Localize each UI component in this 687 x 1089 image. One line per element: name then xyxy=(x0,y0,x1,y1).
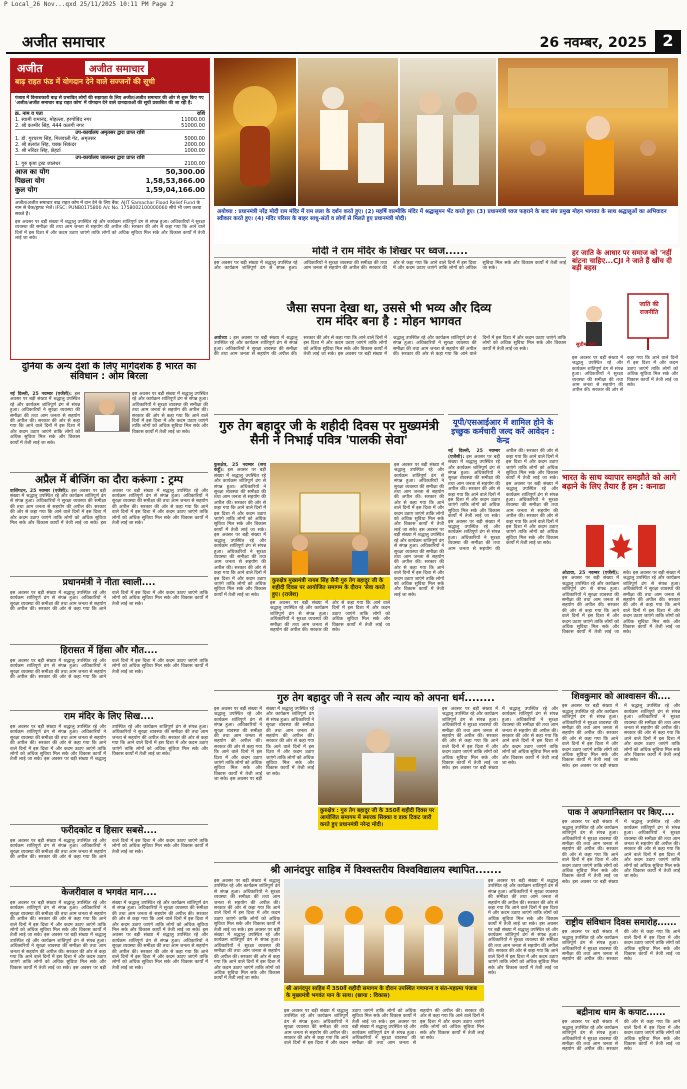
masthead xyxy=(6,30,681,54)
ayodhya-photo-1 xyxy=(214,58,296,206)
section-jalandhar: उप-कार्यालय जालन्धर द्वारा प्राप्त राशि xyxy=(15,154,205,161)
trump-headline: अप्रैल में बीजिंग का दौरा करूंगा : ट्रम्प xyxy=(35,474,183,486)
pakistan-headline: पाक ने अफगानिस्तान पर किए.... xyxy=(567,808,675,818)
donor-row: 3. श्री नरिंदर सिंह, छेहर्टा 1000.00 xyxy=(15,147,205,154)
birla-story xyxy=(10,362,208,470)
anandpur-body-right: इस अवसर पर बड़ी संख्या में श्रद्धालु उपस्थित रहे और कार्यक्रम शांतिपूर्ण ढंग से संपन्न हुआ। अधिकारियों ने सुरक्षा व्यवस्था की समीक्षा की तथा आम जनता से सहयोग की अपील की। सरकार की ओर से कहा गया कि आने वाले दिनों में इस दिशा में और कदम उठाए जाएंगे ताकि लोगों को अधिक सुविधा मिल सके और विकास कार्यों में तेजी लाई जा सके। इस अवसर पर बड़ी संख्या में श्रद्धालु उपस्थित रहे और कार्यक्रम शांतिपूर्ण ढंग से संपन्न हुआ। अधिकारियों ने सुरक्षा व्यवस्था की समीक्षा की तथा आम जनता से सहयोग की अपील की। सरकार की ओर से कहा गया कि आने वाले दिनों में इस दिशा में और कदम उठाए जाएंगे ताकि लोगों को अधिक सुविधा मिल सके और विकास कार्यों में तेजी लाई जा सके। xyxy=(488,879,558,976)
shivkumar-headline: शिवकुमार को आश्वासन की.... xyxy=(571,692,671,702)
himsa-headline: हिरासत में हिंसा और मौत.... xyxy=(60,646,158,656)
canada-body: ओटावा, 25 नवम्बर (एजेंसी): इस अवसर पर बड़ी संख्या में श्रद्धालु उपस्थित रहे और कार्यक्रम शांतिपूर्ण ढंग से संपन्न हुआ। अधिकारियों ने सुरक्षा व्यवस्था की समीक्षा की तथा आम जनता से सहयोग की अपील की। सरकार की ओर से कहा गया कि आने वाले दिनों में इस दिशा में और कदम उठाए जाएंगे ताकि लोगों को अधिक सुविधा मिल सके और विकास कार्यों में तेजी लाई जा सके। इस अवसर पर बड़ी संख्या में श्रद्धालु उपस्थित रहे और कार्यक्रम शांतिपूर्ण ढंग से संपन्न हुआ। अधिकारियों ने सुरक्षा व्यवस्था की समीक्षा की तथा आम जनता से सहयोग की अपील की। सरकार की ओर से कहा गया कि आने वाले दिनों में इस दिशा में और कदम उठाए जाएंगे ताकि लोगों को अधिक सुविधा मिल सके और विकास कार्यों में तेजी लाई जा सके। xyxy=(562,571,680,636)
pakistan-story xyxy=(562,806,680,915)
birla-photo xyxy=(84,392,130,432)
pm-short-body: इस अवसर पर बड़ी संख्या में श्रद्धालु उपस्थित रहे और कार्यक्रम शांतिपूर्ण ढंग से संपन्न हुआ। अधिकारियों ने सुरक्षा व्यवस्था की समीक्षा की तथा आम जनता से सहयोग की अपील की। सरकार की ओर से कहा गया कि आने वाले दिनों में इस दिशा में और कदम उठाए जाएंगे ताकि लोगों को अधिक सुविधा मिल सके और विकास कार्यों में तेजी लाई जा सके। xyxy=(10,590,208,613)
anandpur-caption: श्री आनंदपुर साहिब में 350वें शहीदी समागम के दौरान उपस्थित गणमान्य व संत-महात्मा पंजाब के मुख्यमंत्री भगवंत मान के साथ। (छाया : विकास) xyxy=(284,985,484,1001)
canada-story xyxy=(562,470,680,687)
total-today: आज का योग 50,300.00 xyxy=(15,167,205,176)
faridkot-headline: फरीदकोट व हिसार सबसे.... xyxy=(60,826,158,836)
modi-body: अयोध्या : इस अवसर पर बड़ी संख्या में श्रद्धालु उपस्थित रहे और कार्यक्रम शांतिपूर्ण ढंग से संपन्न हुआ। अधिकारियों ने सुरक्षा व्यवस्था की समीक्षा की तथा आम जनता से सहयोग की अपील की। सरकार की ओर से कहा गया कि आने वाले दिनों में इस दिशा में और कदम उठाए जाएंगे ताकि लोगों को अधिक सुविधा मिल सके और विकास कार्यों में तेजी लाई जा सके। इस अवसर पर बड़ी संख्या में श्रद्धालु उपस्थित रहे और कार्यक्रम शांतिपूर्ण ढंग से संपन्न हुआ। अधिकारियों ने सुरक्षा व्यवस्था की समीक्षा की तथा आम जनता से सहयोग की अपील की। सरकार की ओर से कहा गया कि आने वाले दिनों में इस दिशा में और कदम उठाए जाएंगे ताकि लोगों को अधिक सुविधा मिल सके और विकास कार्यों में तेजी लाई जा सके। xyxy=(214,336,566,358)
himsa-body: इस अवसर पर बड़ी संख्या में श्रद्धालु उपस्थित रहे और कार्यक्रम शांतिपूर्ण ढंग से संपन्न हुआ। अधिकारियों ने सुरक्षा व्यवस्था की समीक्षा की तथा आम जनता से सहयोग की अपील की। सरकार की ओर से कहा गया कि आने वाले दिनों में इस दिशा में और कदम उठाए जाएंगे ताकि लोगों को अधिक सुविधा मिल सके और विकास कार्यों में तेजी लाई जा सके। xyxy=(10,658,208,681)
kejriwal-story xyxy=(10,886,208,1085)
ajit-samachar-logo: अजीत समाचार xyxy=(85,61,148,75)
canada-headline: भारत के साथ व्यापार समझौते को आगे बढ़ाने के लिए तैयार हैं हम : कनाडा xyxy=(562,473,677,491)
temple-procession-illustration xyxy=(498,58,678,206)
birla-headline: दुनिया के अन्य देशों के लिए मार्गदर्शक है भारत का संविधान : ओम बिरला xyxy=(21,362,197,383)
birla-body-left: नई दिल्ली, 25 नवम्बर (एजेंसी): इस अवसर पर बड़ी संख्या में श्रद्धालु उपस्थित रहे और कार्यक्रम शांतिपूर्ण ढंग से संपन्न हुआ। अधिकारियों ने सुरक्षा व्यवस्था की समीक्षा की तथा आम जनता से सहयोग की अपील की। सरकार की ओर से कहा गया कि आने वाले दिनों में इस दिशा में और कदम उठाए जाएंगे ताकि लोगों को अधिक सुविधा मिल सके और विकास कार्यों में तेजी लाई जा सके। xyxy=(10,392,80,446)
total-grand: कुल योग 1,59,04,166.00 xyxy=(15,185,205,194)
shivkumar-story xyxy=(562,690,680,805)
badrinath-headline: बद्रीनाथ धाम के कपाट...... xyxy=(576,1008,666,1018)
leaders-illustration xyxy=(400,58,496,206)
caste-story xyxy=(570,248,680,468)
palki-story xyxy=(214,414,444,687)
badrinath-story xyxy=(562,1006,680,1085)
samvidhan-story xyxy=(562,916,680,1005)
up-sir-headline: यूपी/एसआईआर में शामिल होने के इच्छुक कर्मचारी जल्द करें आवेदन : केन्द्र xyxy=(451,418,555,445)
caste-body: इस अवसर पर बड़ी संख्या में श्रद्धालु उपस्थित रहे और कार्यक्रम शांतिपूर्ण ढंग से संपन्न हुआ। अधिकारियों ने सुरक्षा व्यवस्था की समीक्षा की तथा आम जनता से सहयोग की अपील की। सरकार की ओर से कहा गया कि आने वाले दिनों में इस दिशा में और कदम उठाए जाएंगे ताकि लोगों को अधिक सुविधा मिल सके और विकास कार्यों में तेजी लाई जा सके। xyxy=(572,356,678,394)
donor-row: 2. श्री बलवंत सिंह, चक्क सिकंदर 2000.00 xyxy=(15,141,205,148)
badrinath-body: इस अवसर पर बड़ी संख्या में श्रद्धालु उपस्थित रहे और कार्यक्रम शांतिपूर्ण ढंग से संपन्न हुआ। अधिकारियों ने सुरक्षा व्यवस्था की समीक्षा की तथा आम जनता से सहयोग की अपील की। सरकार की ओर से कहा गया कि आने वाले दिनों में इस दिशा में और कदम उठाए जाएंगे ताकि लोगों को अधिक सुविधा मिल सके और विकास कार्यों में तेजी लाई जा सके। xyxy=(562,1020,680,1053)
palki-caption: कुरुक्षेत्र मुख्यमंत्री नायब सिंह सैनी गुरु तेग बहादुर जी के शहीदी दिवस पर आयोजित समागम के दौरान 'सेवा करते हुए। (राजेश) xyxy=(270,577,390,600)
palki-photo xyxy=(270,463,390,575)
caste-headline: हर जाति के आधार पर समाज को 'नहीं बांटना चाहिए...CJI ने जाते हैं खींच दी बड़ी बहस xyxy=(572,249,672,273)
flood-relief-intro: पंजाब में विनाशकारी बाढ़ से प्रभावित लोगों की सहायता के लिए अजीत/अजीत समाचार की ओर से शुरू किए गए 'अजीत/अजीत समाचार बाढ़ राहत कोष' में योगदान देने वाले दानदाताओं की सूची प्रकाशित की जा रही है: xyxy=(15,96,204,107)
donor-row: 1. गुरु कृपा ट्रस्ट जालंधर 2100.00 xyxy=(15,160,205,167)
satya-story xyxy=(214,690,558,861)
faridkot-body: इस अवसर पर बड़ी संख्या में श्रद्धालु उपस्थित रहे और कार्यक्रम शांतिपूर्ण ढंग से संपन्न हुआ। अधिकारियों ने सुरक्षा व्यवस्था की समीक्षा की तथा आम जनता से सहयोग की अपील की। सरकार की ओर से कहा गया कि आने वाले दिनों में इस दिशा में और कदम उठाए जाएंगे ताकि लोगों को अधिक सुविधा मिल सके और विकास कार्यों में तेजी लाई जा सके। xyxy=(10,838,208,861)
satya-body-left: इस अवसर पर बड़ी संख्या में श्रद्धालु उपस्थित रहे और कार्यक्रम शांतिपूर्ण ढंग से संपन्न हुआ। अधिकारियों ने सुरक्षा व्यवस्था की समीक्षा की तथा आम जनता से सहयोग की अपील की। सरकार की ओर से कहा गया कि आने वाले दिनों में इस दिशा में और कदम उठाए जाएंगे ताकि लोगों को अधिक सुविधा मिल सके और विकास कार्यों में तेजी लाई जा सके। इस अवसर पर बड़ी संख्या में श्रद्धालु उपस्थित रहे और कार्यक्रम शांतिपूर्ण ढंग से संपन्न हुआ। अधिकारियों ने सुरक्षा व्यवस्था की समीक्षा की तथा आम जनता से सहयोग की अपील की। सरकार की ओर से कहा गया कि आने वाले दिनों में इस दिशा में और कदम उठाए जाएंगे ताकि लोगों को अधिक सुविधा मिल सके और विकास कार्यों में तेजी लाई जा सके। xyxy=(214,707,314,783)
anandpur-body-left: इस अवसर पर बड़ी संख्या में श्रद्धालु उपस्थित रहे और कार्यक्रम शांतिपूर्ण ढंग से संपन्न हुआ। अधिकारियों ने सुरक्षा व्यवस्था की समीक्षा की तथा आम जनता से सहयोग की अपील की। सरकार की ओर से कहा गया कि आने वाले दिनों में इस दिशा में और कदम उठाए जाएंगे ताकि लोगों को अधिक सुविधा मिल सके और विकास कार्यों में तेजी लाई जा सके। इस अवसर पर बड़ी संख्या में श्रद्धालु उपस्थित रहे और कार्यक्रम शांतिपूर्ण ढंग से संपन्न हुआ। अधिकारियों ने सुरक्षा व्यवस्था की समीक्षा की तथा आम जनता से सहयोग की अपील की। सरकार की ओर से कहा गया कि आने वाले दिनों में इस दिशा में और कदम उठाए जाएंगे ताकि लोगों को अधिक सुविधा मिल सके और विकास कार्यों में तेजी लाई जा सके। xyxy=(214,879,280,982)
flood-relief-header xyxy=(11,59,209,93)
donor-row: 2. श्री कश्मीर सिंह, 444 कलगी नगर 51000.00 xyxy=(15,122,205,129)
modi-headline: जैसा सपना देखा था, उससे भी भव्य और दिव्य राम मंदिर बना है : मोहन भागवत xyxy=(286,301,492,329)
trump-story xyxy=(10,472,208,573)
anandpur-photo xyxy=(284,879,484,983)
himsa-story xyxy=(10,644,208,709)
shivkumar-body: इस अवसर पर बड़ी संख्या में श्रद्धालु उपस्थित रहे और कार्यक्रम शांतिपूर्ण ढंग से संपन्न हुआ। अधिकारियों ने सुरक्षा व्यवस्था की समीक्षा की तथा आम जनता से सहयोग की अपील की। सरकार की ओर से कहा गया कि आने वाले दिनों में इस दिशा में और कदम उठाए जाएंगे ताकि लोगों को अधिक सुविधा मिल सके और विकास कार्यों में तेजी लाई जा सके। इस अवसर पर बड़ी संख्या में श्रद्धालु उपस्थित रहे और कार्यक्रम शांतिपूर्ण ढंग से संपन्न हुआ। अधिकारियों ने सुरक्षा व्यवस्था की समीक्षा की तथा आम जनता से सहयोग की अपील की। सरकार की ओर से कहा गया कि आने वाले दिनों में इस दिशा में और कदम उठाए जाएंगे ताकि लोगों को अधिक सुविधा मिल सके और विकास कार्यों में तेजी लाई जा सके। xyxy=(562,704,680,769)
col-amount-header: राशि xyxy=(196,110,205,117)
satya-photo xyxy=(318,707,438,805)
top-photo-caption: अयोध्या : प्रधानमंत्री नरेंद्र मोदी राम मंदिर में राम लला के दर्शन करते हुए। (2) महर्षि वाल्मीकि मंदिर में श्रद्धासुमन भेंट करते हुए। (3) प्रधानमंत्री ध्वज फहराने के बाद संघ प्रमुख मोहन भागवत के साथ श्रद्धालुओं का अभिवादन स्वीकार करते हुए। (4) मंदिर परिसर के बाहर साधु-संतों व लोगों से मिलते हुए प्रधानमंत्री मोदी। xyxy=(214,208,678,244)
samvidhan-body: इस अवसर पर बड़ी संख्या में श्रद्धालु उपस्थित रहे और कार्यक्रम शांतिपूर्ण ढंग से संपन्न हुआ। अधिकारियों ने सुरक्षा व्यवस्था की समीक्षा की तथा आम जनता से सहयोग की अपील की। सरकार की ओर से कहा गया कि आने वाले दिनों में इस दिशा में और कदम उठाए जाएंगे ताकि लोगों को अधिक सुविधा मिल सके और विकास कार्यों में तेजी लाई जा सके। xyxy=(562,930,680,963)
up-sir-story xyxy=(448,414,558,687)
ayodhya-photo-2 xyxy=(298,58,398,206)
modi-body-top: इस अवसर पर बड़ी संख्या में श्रद्धालु उपस्थित रहे और कार्यक्रम शांतिपूर्ण ढंग से संपन्न हुआ। अधिकारियों ने सुरक्षा व्यवस्था की समीक्षा की तथा आम जनता से सहयोग की अपील की। सरकार की ओर से कहा गया कि आने वाले दिनों में इस दिशा में और कदम उठाए जाएंगे ताकि लोगों को अधिक सुविधा मिल सके और विकास कार्यों में तेजी लाई जा सके। xyxy=(214,261,566,272)
ram-sikh-story xyxy=(10,710,208,823)
issue-date: 26 नवम्बर, 2025 xyxy=(539,35,647,51)
ajit-logo: अजीत xyxy=(17,62,43,75)
maple-leaf-icon xyxy=(586,525,656,567)
palki-headline: गुरु तेग बहादुर जी के शहीदी दिवस पर मुख्यमंत्री सैनी ने निभाई पवित्र 'पालकी सेवा' xyxy=(219,418,439,447)
flood-relief-title: बाढ़ राहत फंड में योगदान देने वाले सज्जनों की सूची xyxy=(15,77,155,86)
donor-row: 1. स्वामी रामानंद, मोहल्ला, हरगोबिंद नगर 11000.00 xyxy=(15,116,205,123)
ram-sikh-body: इस अवसर पर बड़ी संख्या में श्रद्धालु उपस्थित रहे और कार्यक्रम शांतिपूर्ण ढंग से संपन्न हुआ। अधिकारियों ने सुरक्षा व्यवस्था की समीक्षा की तथा आम जनता से सहयोग की अपील की। सरकार की ओर से कहा गया कि आने वाले दिनों में इस दिशा में और कदम उठाए जाएंगे ताकि लोगों को अधिक सुविधा मिल सके और विकास कार्यों में तेजी लाई जा सके। इस अवसर पर बड़ी संख्या में श्रद्धालु उपस्थित रहे और कार्यक्रम शांतिपूर्ण ढंग से संपन्न हुआ। अधिकारियों ने सुरक्षा व्यवस्था की समीक्षा की तथा आम जनता से सहयोग की अपील की। सरकार की ओर से कहा गया कि आने वाले दिनों में इस दिशा में और कदम उठाए जाएंगे ताकि लोगों को अधिक सुविधा मिल सके और विकास कार्यों में तेजी लाई जा सके। xyxy=(10,724,208,763)
page-number: 2 xyxy=(655,30,681,52)
caste-cartoon xyxy=(576,292,672,352)
cartoon-sign: जाति की राजनीति xyxy=(639,301,659,316)
birla-body-right: इस अवसर पर बड़ी संख्या में श्रद्धालु उपस्थित रहे और कार्यक्रम शांतिपूर्ण ढंग से संपन्न हुआ। अधिकारियों ने सुरक्षा व्यवस्था की समीक्षा की तथा आम जनता से सहयोग की अपील की। सरकार की ओर से कहा गया कि आने वाले दिनों में इस दिशा में और कदम उठाए जाएंगे ताकि लोगों को अधिक सुविधा मिल सके और विकास कार्यों में तेजी लाई जा सके। xyxy=(132,392,208,435)
col-name-header: क्र. नाम व पता xyxy=(15,110,43,117)
idol-illustration xyxy=(214,58,296,206)
pm-short-headline: प्रधानमंत्री ने नीता स्वाली.... xyxy=(62,578,156,588)
palki-body-right: इस अवसर पर बड़ी संख्या में श्रद्धालु उपस्थित रहे और कार्यक्रम शांतिपूर्ण ढंग से संपन्न हुआ। अधिकारियों ने सुरक्षा व्यवस्था की समीक्षा की तथा आम जनता से सहयोग की अपील की। सरकार की ओर से कहा गया कि आने वाले दिनों में इस दिशा में और कदम उठाए जाएंगे ताकि लोगों को अधिक सुविधा मिल सके और विकास कार्यों में तेजी लाई जा सके। इस अवसर पर बड़ी संख्या में श्रद्धालु उपस्थित रहे और कार्यक्रम शांतिपूर्ण ढंग से संपन्न हुआ। अधिकारियों ने सुरक्षा व्यवस्था की समीक्षा की तथा आम जनता से सहयोग की अपील की। सरकार की ओर से कहा गया कि आने वाले दिनों में इस दिशा में और कदम उठाए जाएंगे ताकि लोगों को अधिक सुविधा मिल सके और विकास कार्यों में तेजी लाई जा सके। xyxy=(394,463,444,598)
ayodhya-photo-3 xyxy=(400,58,496,206)
section-amritsar: उप-कार्यालय अमृतसर द्वारा प्राप्त राशि xyxy=(15,129,205,136)
flood-relief-box xyxy=(10,58,210,360)
cartoon-label: सुप्रीम कोर्ट xyxy=(576,342,596,348)
satya-caption: कुरुक्षेत्र : गुरु तेग बहादुर जी के 350वें शहीदी दिवस पर आयोजित समागम में स्मारक सिक्का व डाक टिकट जारी करते हुए प्रधानमंत्री नरेन्द्र मोदी। xyxy=(318,807,438,830)
flood-relief-note: इस अवसर पर बड़ी संख्या में श्रद्धालु उपस्थित रहे और कार्यक्रम शांतिपूर्ण ढंग से संपन्न हुआ। अधिकारियों ने सुरक्षा व्यवस्था की समीक्षा की तथा आम जनता से सहयोग की अपील की। सरकार की ओर से कहा गया कि आने वाले दिनों में इस दिशा में और कदम उठाए जाएंगे ताकि लोगों को अधिक सुविधा मिल सके और विकास कार्यों में तेजी लाई जा सके। xyxy=(15,220,205,242)
ram-sikh-headline: राम मंदिर के लिए सिख.... xyxy=(64,712,154,722)
palki-body-left: कुरुक्षेत्र, 25 नवम्बर (सच कहूँ): इस अवसर पर बड़ी संख्या में श्रद्धालु उपस्थित रहे और कार्यक्रम शांतिपूर्ण ढंग से संपन्न हुआ। अधिकारियों ने सुरक्षा व्यवस्था की समीक्षा की तथा आम जनता से सहयोग की अपील की। सरकार की ओर से कहा गया कि आने वाले दिनों में इस दिशा में और कदम उठाए जाएंगे ताकि लोगों को अधिक सुविधा मिल सके और विकास कार्यों में तेजी लाई जा सके। इस अवसर पर बड़ी संख्या में श्रद्धालु उपस्थित रहे और कार्यक्रम शांतिपूर्ण ढंग से संपन्न हुआ। अधिकारियों ने सुरक्षा व्यवस्था की समीक्षा की तथा आम जनता से सहयोग की अपील की। सरकार की ओर से कहा गया कि आने वाले दिनों में इस दिशा में और कदम उठाए जाएंगे ताकि लोगों को अधिक सुविधा मिल सके और विकास कार्यों में तेजी लाई जा सके। xyxy=(214,463,266,598)
ayodhya-photo-4 xyxy=(498,58,678,206)
anandpur-body-bottom: इस अवसर पर बड़ी संख्या में श्रद्धालु उपस्थित रहे और कार्यक्रम शांतिपूर्ण ढंग से संपन्न हुआ। अधिकारियों ने सुरक्षा व्यवस्था की समीक्षा की तथा आम जनता से सहयोग की अपील की। सरकार की ओर से कहा गया कि आने वाले दिनों में इस दिशा में और कदम उठाए जाएंगे ताकि लोगों को अधिक सुविधा मिल सके और विकास कार्यों में तेजी लाई जा सके। इस अवसर पर बड़ी संख्या में श्रद्धालु उपस्थित रहे और कार्यक्रम शांतिपूर्ण ढंग से संपन्न हुआ। अधिकारियों ने सुरक्षा व्यवस्था की समीक्षा की तथा आम जनता से सहयोग की अपील की। सरकार की ओर से कहा गया कि आने वाले दिनों में इस दिशा में और कदम उठाए जाएंगे ताकि लोगों को अधिक सुविधा मिल सके और विकास कार्यों में तेजी लाई जा सके। xyxy=(284,1009,484,1047)
print-slug: P Local_26 Nov...qxd 25/11/2025 10:11 PM Page 2 xyxy=(4,1,174,8)
paper-name: अजीत समाचार xyxy=(22,33,105,51)
satya-headline: गुरु तेग बहादुर जी ने सत्य और न्याय को अपना धर्म........ xyxy=(277,693,495,704)
flood-relief-footer: अजीत/अजीत समाचार बाढ़ राहत कोष में दान देने के लिए बैंक: AJIT Samachar Flood Relief Fund के नाम से चैक/ड्राफ्ट भेजें। IFSC: PUNB0175800 A/c No. 1758002100000060 सीधे भी जमा करवा सकते हैं। xyxy=(15,198,205,217)
palki-body-bottom: इस अवसर पर बड़ी संख्या में श्रद्धालु उपस्थित रहे और कार्यक्रम शांतिपूर्ण ढंग से संपन्न हुआ। अधिकारियों ने सुरक्षा व्यवस्था की समीक्षा की तथा आम जनता से सहयोग की अपील की। सरकार की ओर से कहा गया कि आने वाले दिनों में इस दिशा में और कदम उठाए जाएंगे ताकि लोगों को अधिक सुविधा मिल सके और विकास कार्यों में तेजी लाई जा सके। xyxy=(270,601,390,634)
trump-body: वाशिंगटन, 25 नवम्बर (एजेंसी): इस अवसर पर बड़ी संख्या में श्रद्धालु उपस्थित रहे और कार्यक्रम शांतिपूर्ण ढंग से संपन्न हुआ। अधिकारियों ने सुरक्षा व्यवस्था की समीक्षा की तथा आम जनता से सहयोग की अपील की। सरकार की ओर से कहा गया कि आने वाले दिनों में इस दिशा में और कदम उठाए जाएंगे ताकि लोगों को अधिक सुविधा मिल सके और विकास कार्यों में तेजी लाई जा सके। इस अवसर पर बड़ी संख्या में श्रद्धालु उपस्थित रहे और कार्यक्रम शांतिपूर्ण ढंग से संपन्न हुआ। अधिकारियों ने सुरक्षा व्यवस्था की समीक्षा की तथा आम जनता से सहयोग की अपील की। सरकार की ओर से कहा गया कि आने वाले दिनों में इस दिशा में और कदम उठाए जाएंगे ताकि लोगों को अधिक सुविधा मिल सके और विकास कार्यों में तेजी लाई जा सके। xyxy=(10,488,208,526)
kejriwal-headline: केजरीवाल व भगवंत मान.... xyxy=(61,888,157,898)
modi-kicker: मोदी ने राम मंदिर के शिखर पर ध्वज...... xyxy=(214,246,566,258)
satya-body-right: इस अवसर पर बड़ी संख्या में श्रद्धालु उपस्थित रहे और कार्यक्रम शांतिपूर्ण ढंग से संपन्न हुआ। अधिकारियों ने सुरक्षा व्यवस्था की समीक्षा की तथा आम जनता से सहयोग की अपील की। सरकार की ओर से कहा गया कि आने वाले दिनों में इस दिशा में और कदम उठाए जाएंगे ताकि लोगों को अधिक सुविधा मिल सके और विकास कार्यों में तेजी लाई जा सके। इस अवसर पर बड़ी संख्या में श्रद्धालु उपस्थित रहे और कार्यक्रम शांतिपूर्ण ढंग से संपन्न हुआ। अधिकारियों ने सुरक्षा व्यवस्था की समीक्षा की तथा आम जनता से सहयोग की अपील की। सरकार की ओर से कहा गया कि आने वाले दिनों में इस दिशा में और कदम उठाए जाएंगे ताकि लोगों को अधिक सुविधा मिल सके और विकास कार्यों में तेजी लाई जा सके। xyxy=(442,707,558,772)
pm-short-story xyxy=(10,576,208,643)
up-sir-body: नई दिल्ली, 25 नवम्बर (एजेंसी): इस अवसर पर बड़ी संख्या में श्रद्धालु उपस्थित रहे और कार्यक्रम शांतिपूर्ण ढंग से संपन्न हुआ। अधिकारियों ने सुरक्षा व्यवस्था की समीक्षा की तथा आम जनता से सहयोग की अपील की। सरकार की ओर से कहा गया कि आने वाले दिनों में इस दिशा में और कदम उठाए जाएंगे ताकि लोगों को अधिक सुविधा मिल सके और विकास कार्यों में तेजी लाई जा सके। इस अवसर पर बड़ी संख्या में श्रद्धालु उपस्थित रहे और कार्यक्रम शांतिपूर्ण ढंग से संपन्न हुआ। अधिकारियों ने सुरक्षा व्यवस्था की समीक्षा की तथा आम जनता से सहयोग की अपील की। सरकार की ओर से कहा गया कि आने वाले दिनों में इस दिशा में और कदम उठाए जाएंगे ताकि लोगों को अधिक सुविधा मिल सके और विकास कार्यों में तेजी लाई जा सके। इस अवसर पर बड़ी संख्या में श्रद्धालु उपस्थित रहे और कार्यक्रम शांतिपूर्ण ढंग से संपन्न हुआ। अधिकारियों ने सुरक्षा व्यवस्था की समीक्षा की तथा आम जनता से सहयोग की अपील की। सरकार की ओर से कहा गया कि आने वाले दिनों में इस दिशा में और कदम उठाए जाएंगे ताकि लोगों को अधिक सुविधा मिल सके और विकास कार्यों में तेजी लाई जा सके। xyxy=(448,449,558,552)
donor-row: 1. डॉ. गुरचरण सिंह, गिलवाली गेट, अमृतसर 5000.00 xyxy=(15,135,205,142)
anandpur-story xyxy=(214,862,558,1085)
anandpur-headline: श्री आनंदपुर साहिब में विश्वस्तरीय विश्वविद्यालय स्थापित....... xyxy=(270,865,502,876)
modi-story xyxy=(214,246,566,412)
kejriwal-body: इस अवसर पर बड़ी संख्या में श्रद्धालु उपस्थित रहे और कार्यक्रम शांतिपूर्ण ढंग से संपन्न हुआ। अधिकारियों ने सुरक्षा व्यवस्था की समीक्षा की तथा आम जनता से सहयोग की अपील की। सरकार की ओर से कहा गया कि आने वाले दिनों में इस दिशा में और कदम उठाए जाएंगे ताकि लोगों को अधिक सुविधा मिल सके और विकास कार्यों में तेजी लाई जा सके। इस अवसर पर बड़ी संख्या में श्रद्धालु उपस्थित रहे और कार्यक्रम शांतिपूर्ण ढंग से संपन्न हुआ। अधिकारियों ने सुरक्षा व्यवस्था की समीक्षा की तथा आम जनता से सहयोग की अपील की। सरकार की ओर से कहा गया कि आने वाले दिनों में इस दिशा में और कदम उठाए जाएंगे ताकि लोगों को अधिक सुविधा मिल सके और विकास कार्यों में तेजी लाई जा सके। इस अवसर पर बड़ी संख्या में श्रद्धालु उपस्थित रहे और कार्यक्रम शांतिपूर्ण ढंग से संपन्न हुआ। अधिकारियों ने सुरक्षा व्यवस्था की समीक्षा की तथा आम जनता से सहयोग की अपील की। सरकार की ओर से कहा गया कि आने वाले दिनों में इस दिशा में और कदम उठाए जाएंगे ताकि लोगों को अधिक सुविधा मिल सके और विकास कार्यों में तेजी लाई जा सके। इस अवसर पर बड़ी संख्या में श्रद्धालु उपस्थित रहे और कार्यक्रम शांतिपूर्ण ढंग से संपन्न हुआ। अधिकारियों ने सुरक्षा व्यवस्था की समीक्षा की तथा आम जनता से सहयोग की अपील की। सरकार की ओर से कहा गया कि आने वाले दिनों में इस दिशा में और कदम उठाए जाएंगे ताकि लोगों को अधिक सुविधा मिल सके और विकास कार्यों में तेजी लाई जा सके। xyxy=(10,900,208,971)
canada-flag xyxy=(586,525,656,567)
saints-illustration xyxy=(298,58,398,206)
total-previous: पिछला योग 1,58,53,866.00 xyxy=(15,176,205,185)
faridkot-story xyxy=(10,824,208,885)
pakistan-body: इस अवसर पर बड़ी संख्या में श्रद्धालु उपस्थित रहे और कार्यक्रम शांतिपूर्ण ढंग से संपन्न हुआ। अधिकारियों ने सुरक्षा व्यवस्था की समीक्षा की तथा आम जनता से सहयोग की अपील की। सरकार की ओर से कहा गया कि आने वाले दिनों में इस दिशा में और कदम उठाए जाएंगे ताकि लोगों को अधिक सुविधा मिल सके और विकास कार्यों में तेजी लाई जा सके। इस अवसर पर बड़ी संख्या में श्रद्धालु उपस्थित रहे और कार्यक्रम शांतिपूर्ण ढंग से संपन्न हुआ। अधिकारियों ने सुरक्षा व्यवस्था की समीक्षा की तथा आम जनता से सहयोग की अपील की। सरकार की ओर से कहा गया कि आने वाले दिनों में इस दिशा में और कदम उठाए जाएंगे ताकि लोगों को अधिक सुविधा मिल सके और विकास कार्यों में तेजी लाई जा सके। xyxy=(562,820,680,885)
samvidhan-headline: राष्ट्रीय संविधान दिवस समारोह...... xyxy=(565,918,677,928)
